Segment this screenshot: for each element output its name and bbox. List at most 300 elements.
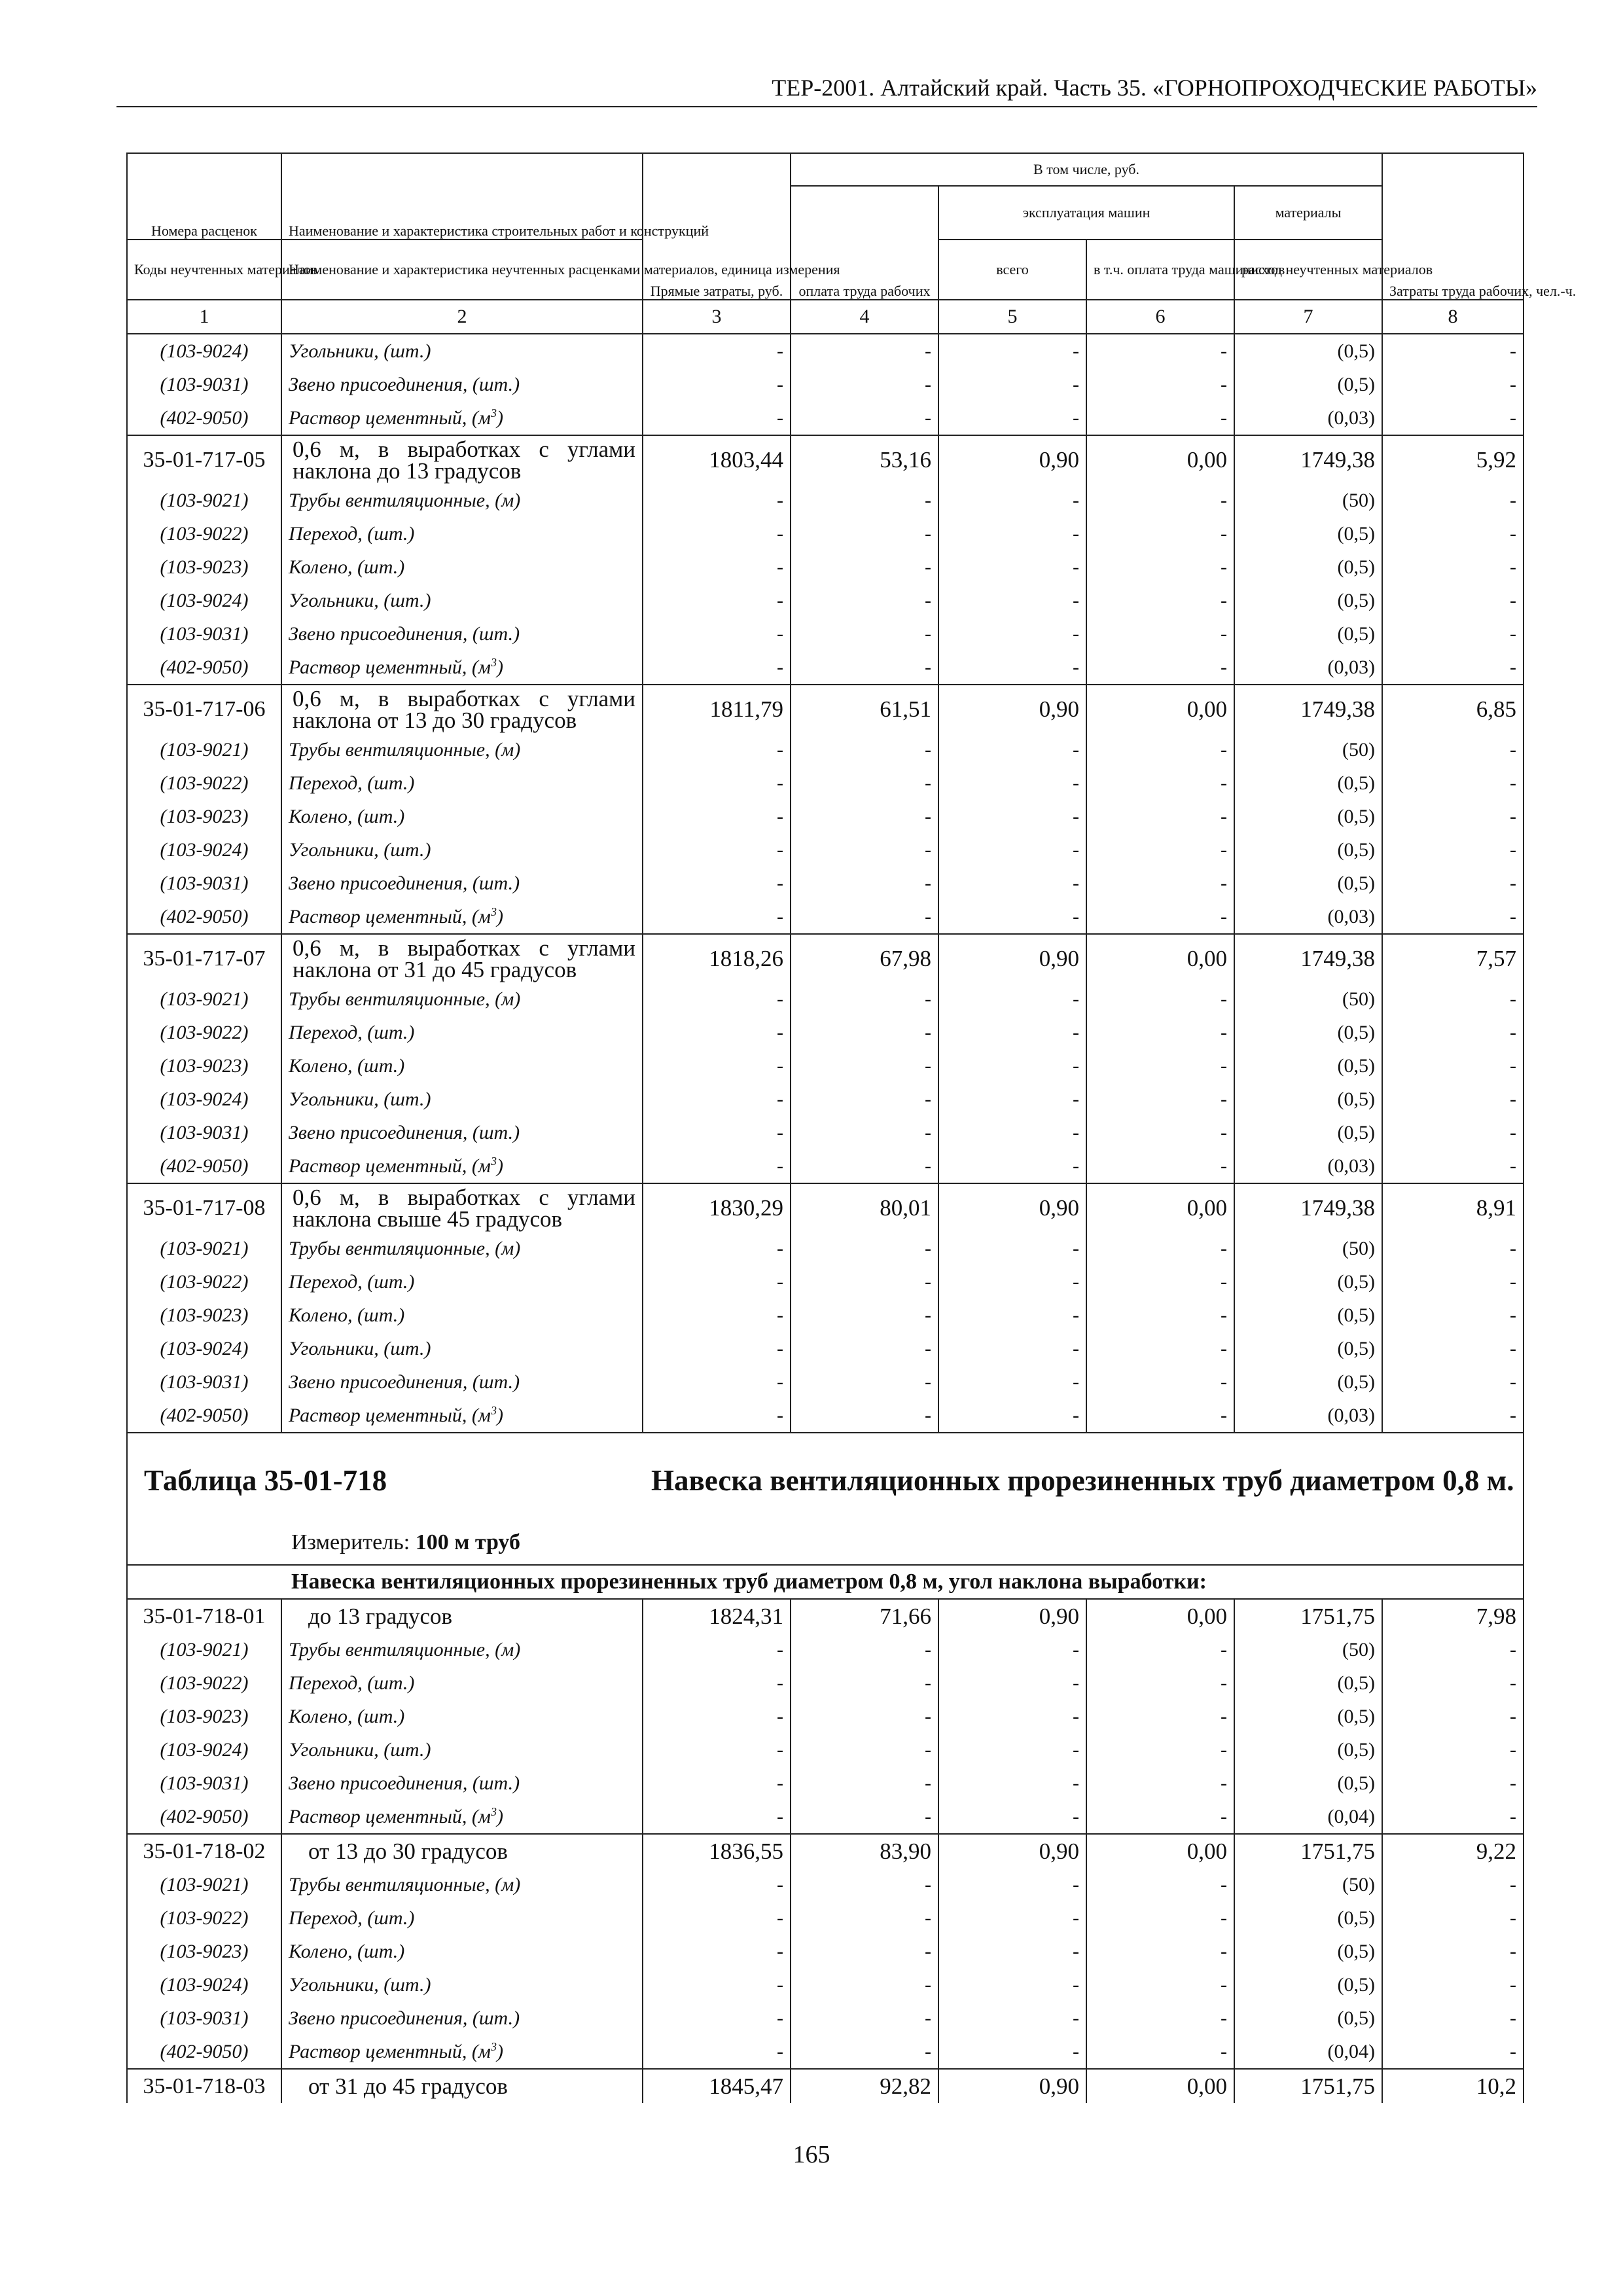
material-name	[281, 1633, 643, 1666]
material-name	[281, 1666, 643, 1700]
dash-cell: -	[1382, 1049, 1524, 1083]
rate-row	[127, 1599, 1524, 1633]
dash-cell: -	[1382, 982, 1524, 1016]
material-name	[281, 1049, 643, 1083]
dash-cell: -	[1382, 584, 1524, 617]
material-name-text: Звено присоединения, (шт.)	[289, 373, 520, 395]
value-c4: 83,90	[791, 1834, 938, 1868]
material-name-text: Звено присоединения, (шт.)	[289, 2007, 520, 2029]
material-name	[281, 1365, 643, 1399]
material-code: (402-9050)	[127, 1399, 281, 1433]
dash-cell: -	[643, 733, 791, 766]
material-name	[281, 1700, 643, 1733]
dash-cell: -	[1382, 1116, 1524, 1149]
value-c7: 1749,38	[1234, 435, 1382, 484]
dash-cell: -	[643, 1149, 791, 1183]
material-name-text: Переход, (шт.)	[289, 772, 415, 794]
rate-row	[127, 934, 1524, 982]
value-c6: 0,00	[1086, 1183, 1234, 1232]
material-name-text: Раствор цементный, (м	[289, 407, 491, 429]
dash-cell: -	[643, 368, 791, 401]
header-machines: эксплуатация машин	[938, 186, 1234, 240]
dash-cell: -	[643, 1800, 791, 1834]
material-row	[127, 617, 1524, 651]
dash-cell: -	[643, 1399, 791, 1433]
material-quantity: (0,03)	[1234, 401, 1382, 435]
dash-cell: -	[1382, 1399, 1524, 1433]
value-c8: 5,92	[1382, 435, 1524, 484]
material-name-text: Трубы вентиляционные, (м)	[289, 1638, 521, 1660]
col-number: 3	[643, 300, 791, 334]
rate-description: от 31 до 45 градусов	[281, 2069, 643, 2103]
dash-cell: -	[791, 401, 938, 435]
value-c4: 71,66	[791, 1599, 938, 1633]
material-code: (103-9031)	[127, 1116, 281, 1149]
material-row	[127, 1299, 1524, 1332]
meter-prefix: Измеритель:	[291, 1530, 410, 1554]
value-c6: 0,00	[1086, 1599, 1234, 1633]
dash-cell: -	[938, 766, 1086, 800]
value-c3: 1811,79	[643, 685, 791, 733]
material-row	[127, 651, 1524, 685]
dash-cell: -	[938, 1332, 1086, 1365]
dash-cell: -	[1382, 1149, 1524, 1183]
material-code: (103-9021)	[127, 982, 281, 1016]
dash-cell: -	[1086, 550, 1234, 584]
material-name	[281, 1800, 643, 1834]
dash-cell: -	[643, 401, 791, 435]
material-code: (103-9022)	[127, 1666, 281, 1700]
value-c5: 0,90	[938, 1834, 1086, 1868]
material-code: (402-9050)	[127, 401, 281, 435]
dash-cell: -	[1382, 1733, 1524, 1767]
material-name-text: Раствор цементный, (м	[289, 1806, 491, 1827]
material-name	[281, 334, 643, 368]
unit-close: )	[496, 906, 503, 927]
dash-cell: -	[791, 517, 938, 550]
dash-cell: -	[643, 800, 791, 833]
dash-cell: -	[938, 1767, 1086, 1800]
rates-table-body	[127, 153, 1577, 2103]
dash-cell: -	[791, 1868, 938, 1901]
dash-cell: -	[938, 1800, 1086, 1834]
header-col2-bottom: Наименование и характеристика неучтенных расценками материалов, единица измерения	[281, 240, 643, 300]
material-name	[281, 1399, 643, 1433]
value-c5: 0,90	[938, 2069, 1086, 2103]
material-code: (103-9023)	[127, 1299, 281, 1332]
material-quantity: (50)	[1234, 1633, 1382, 1666]
col-number: 1	[127, 300, 281, 334]
material-code: (103-9024)	[127, 833, 281, 867]
material-code: (103-9023)	[127, 1049, 281, 1083]
dash-cell: -	[643, 1968, 791, 2001]
material-name	[281, 800, 643, 833]
dash-cell: -	[791, 1265, 938, 1299]
dash-cell: -	[791, 1399, 938, 1433]
dash-cell: -	[1086, 900, 1234, 934]
dash-cell: -	[938, 1049, 1086, 1083]
dash-cell: -	[938, 1633, 1086, 1666]
material-name	[281, 1149, 643, 1183]
material-code: (103-9031)	[127, 617, 281, 651]
dash-cell: -	[643, 617, 791, 651]
rate-description: 0,6 м, в выработках с углами наклона от 13 до 30 градусов	[281, 685, 643, 733]
dash-cell: -	[1382, 617, 1524, 651]
dash-cell: -	[643, 1767, 791, 1800]
material-quantity: (0,03)	[1234, 1149, 1382, 1183]
material-row	[127, 1968, 1524, 2001]
dash-cell: -	[643, 1049, 791, 1083]
material-row	[127, 2035, 1524, 2069]
material-code: (103-9031)	[127, 2001, 281, 2035]
dash-cell: -	[1382, 766, 1524, 800]
material-code: (402-9050)	[127, 1149, 281, 1183]
dash-cell: -	[791, 1232, 938, 1265]
dash-cell: -	[791, 833, 938, 867]
dash-cell: -	[643, 1299, 791, 1332]
dash-cell: -	[643, 1666, 791, 1700]
unit-close: )	[496, 407, 503, 429]
dash-cell: -	[643, 1868, 791, 1901]
material-name-text: Раствор цементный, (м	[289, 1405, 491, 1426]
dash-cell: -	[791, 2035, 938, 2069]
material-name-text: Колено, (шт.)	[289, 1304, 405, 1326]
material-name-text: Угольники, (шт.)	[289, 1738, 431, 1761]
dash-cell: -	[1382, 1666, 1524, 1700]
dash-cell: -	[938, 517, 1086, 550]
dash-cell: -	[938, 1868, 1086, 1901]
table-meter	[291, 1530, 520, 1555]
material-name	[281, 584, 643, 617]
material-name-text: Переход, (шт.)	[289, 1270, 415, 1293]
dash-cell: -	[643, 1116, 791, 1149]
value-c3: 1830,29	[643, 1183, 791, 1232]
material-quantity: (0,5)	[1234, 1265, 1382, 1299]
dash-cell: -	[791, 733, 938, 766]
dash-cell: -	[643, 2035, 791, 2069]
material-row	[127, 1149, 1524, 1183]
dash-cell: -	[938, 1733, 1086, 1767]
value-c6: 0,00	[1086, 1834, 1234, 1868]
material-code: (103-9024)	[127, 1733, 281, 1767]
material-row	[127, 334, 1524, 368]
table-label: Таблица 35-01-718	[144, 1464, 387, 1497]
material-code: (103-9021)	[127, 1232, 281, 1265]
material-row	[127, 766, 1524, 800]
unit-exponent: 3	[490, 905, 497, 918]
dash-cell: -	[1382, 1868, 1524, 1901]
material-row	[127, 900, 1524, 934]
dash-cell: -	[643, 982, 791, 1016]
material-quantity: (0,5)	[1234, 1299, 1382, 1332]
material-quantity: (0,5)	[1234, 1700, 1382, 1733]
header-col4: оплата труда рабочих	[791, 186, 938, 300]
dash-cell: -	[791, 900, 938, 934]
dash-cell: -	[1086, 1767, 1234, 1800]
dash-cell: -	[643, 1232, 791, 1265]
material-row	[127, 1399, 1524, 1433]
dash-cell: -	[643, 1365, 791, 1399]
dash-cell: -	[791, 1299, 938, 1332]
dash-cell: -	[791, 584, 938, 617]
material-code: (103-9023)	[127, 1700, 281, 1733]
dash-cell: -	[791, 2001, 938, 2035]
dash-cell: -	[791, 867, 938, 900]
material-row	[127, 1083, 1524, 1116]
dash-cell: -	[643, 1733, 791, 1767]
dash-cell: -	[791, 1365, 938, 1399]
material-name	[281, 1968, 643, 2001]
material-name	[281, 617, 643, 651]
material-code: (103-9024)	[127, 1332, 281, 1365]
material-quantity: (50)	[1234, 982, 1382, 1016]
material-row	[127, 733, 1524, 766]
dash-cell: -	[1086, 1901, 1234, 1935]
dash-cell: -	[938, 401, 1086, 435]
rate-code: 35-01-717-08	[127, 1183, 281, 1232]
material-name	[281, 1733, 643, 1767]
dash-cell: -	[938, 651, 1086, 685]
material-name-text: Угольники, (шт.)	[289, 1973, 431, 1996]
dash-cell: -	[1382, 867, 1524, 900]
dash-cell: -	[1382, 1968, 1524, 2001]
material-quantity: (0,5)	[1234, 1365, 1382, 1399]
meter-value: 100 м труб	[415, 1530, 520, 1554]
value-c5: 0,90	[938, 685, 1086, 733]
material-quantity: (0,5)	[1234, 1968, 1382, 2001]
dash-cell: -	[791, 1633, 938, 1666]
dash-cell: -	[643, 334, 791, 368]
material-name-text: Угольники, (шт.)	[289, 1088, 431, 1110]
material-name-text: Трубы вентиляционные, (м)	[289, 1873, 521, 1895]
unit-close: )	[496, 1155, 503, 1177]
material-code: (103-9023)	[127, 550, 281, 584]
material-name-text: Угольники, (шт.)	[289, 340, 431, 362]
dash-cell: -	[791, 368, 938, 401]
dash-cell: -	[1382, 1365, 1524, 1399]
rate-code: 35-01-718-03	[127, 2069, 281, 2103]
header-col2-top: Наименование и характеристика строительных работ и конструкций	[281, 153, 643, 240]
header-col6: в т.ч. оплата труда машинистов	[1086, 240, 1234, 300]
material-name-text: Трубы вентиляционные, (м)	[289, 988, 521, 1010]
dash-cell: -	[938, 1149, 1086, 1183]
rate-row	[127, 1834, 1524, 1868]
material-name-text: Переход, (шт.)	[289, 1672, 415, 1694]
material-row	[127, 1265, 1524, 1299]
value-c8: 7,57	[1382, 934, 1524, 982]
material-name	[281, 1016, 643, 1049]
material-code: (103-9022)	[127, 517, 281, 550]
dash-cell: -	[1086, 982, 1234, 1016]
material-name	[281, 1083, 643, 1116]
value-c7: 1751,75	[1234, 1599, 1382, 1633]
dash-cell: -	[643, 1935, 791, 1968]
dash-cell: -	[1086, 1399, 1234, 1433]
dash-cell: -	[1382, 484, 1524, 517]
material-name	[281, 401, 643, 435]
dash-cell: -	[1382, 1332, 1524, 1365]
dash-cell: -	[791, 334, 938, 368]
rate-code: 35-01-717-05	[127, 435, 281, 484]
material-quantity: (0,5)	[1234, 1901, 1382, 1935]
dash-cell: -	[938, 1399, 1086, 1433]
value-c3: 1845,47	[643, 2069, 791, 2103]
dash-cell: -	[1382, 550, 1524, 584]
dash-cell: -	[1382, 1700, 1524, 1733]
dash-cell: -	[1382, 1901, 1524, 1935]
material-row	[127, 867, 1524, 900]
dash-cell: -	[1382, 1800, 1524, 1834]
material-quantity: (50)	[1234, 484, 1382, 517]
value-c4: 53,16	[791, 435, 938, 484]
value-c3: 1836,55	[643, 1834, 791, 1868]
dash-cell: -	[1086, 1633, 1234, 1666]
material-row	[127, 401, 1524, 435]
dash-cell: -	[1382, 800, 1524, 833]
material-row	[127, 2001, 1524, 2035]
material-name	[281, 651, 643, 685]
material-code: (103-9021)	[127, 1633, 281, 1666]
rate-code: 35-01-717-06	[127, 685, 281, 733]
material-name-text: Переход, (шт.)	[289, 1907, 415, 1929]
rates-table	[126, 152, 1577, 2103]
material-code: (103-9023)	[127, 800, 281, 833]
col-number: 4	[791, 300, 938, 334]
value-c8: 7,98	[1382, 1599, 1524, 1633]
dash-cell: -	[791, 1935, 938, 1968]
material-name	[281, 2035, 643, 2069]
material-name	[281, 1935, 643, 1968]
material-quantity: (0,04)	[1234, 1800, 1382, 1834]
col-number: 2	[281, 300, 643, 334]
value-c4: 67,98	[791, 934, 938, 982]
rate-row	[127, 1183, 1524, 1232]
material-quantity: (0,5)	[1234, 1666, 1382, 1700]
value-c8: 8,91	[1382, 1183, 1524, 1232]
rate-row	[127, 435, 1524, 484]
rate-description: от 13 до 30 градусов	[281, 1834, 643, 1868]
material-code: (103-9021)	[127, 733, 281, 766]
material-code: (103-9022)	[127, 1016, 281, 1049]
dash-cell: -	[1382, 900, 1524, 934]
dash-cell: -	[1086, 1299, 1234, 1332]
material-quantity: (0,5)	[1234, 1935, 1382, 1968]
material-name	[281, 833, 643, 867]
header-col7: расход неучтенных материалов	[1234, 240, 1382, 300]
value-c6: 0,00	[1086, 435, 1234, 484]
material-code: (103-9023)	[127, 1935, 281, 1968]
dash-cell: -	[643, 1016, 791, 1049]
value-c5: 0,90	[938, 435, 1086, 484]
material-row	[127, 584, 1524, 617]
material-quantity: (0,5)	[1234, 334, 1382, 368]
dash-cell: -	[938, 1666, 1086, 1700]
dash-cell: -	[938, 584, 1086, 617]
dash-cell: -	[1382, 1299, 1524, 1332]
value-c8: 9,22	[1382, 1834, 1524, 1868]
dash-cell: -	[1382, 651, 1524, 685]
material-name-text: Угольники, (шт.)	[289, 589, 431, 611]
material-row	[127, 1633, 1524, 1666]
dash-cell: -	[791, 617, 938, 651]
dash-cell: -	[938, 1116, 1086, 1149]
dash-cell: -	[643, 1633, 791, 1666]
dash-cell: -	[1086, 1116, 1234, 1149]
material-name	[281, 550, 643, 584]
dash-cell: -	[938, 1232, 1086, 1265]
material-code: (103-9024)	[127, 1968, 281, 2001]
dash-cell: -	[643, 867, 791, 900]
dash-cell: -	[938, 1901, 1086, 1935]
material-name-text: Трубы вентиляционные, (м)	[289, 1237, 521, 1259]
rate-description: 0,6 м, в выработках с углами наклона до 13 градусов	[281, 435, 643, 484]
dash-cell: -	[791, 1049, 938, 1083]
dash-cell: -	[791, 1968, 938, 2001]
dash-cell: -	[1086, 617, 1234, 651]
dash-cell: -	[1382, 401, 1524, 435]
running-head: ТЕР-2001. Алтайский край. Часть 35. «ГОРНОПРОХОДЧЕСКИЕ РАБОТЫ»	[116, 69, 1537, 107]
table-718-header	[127, 1433, 1524, 1565]
header-numbers-row	[127, 300, 1524, 334]
dash-cell: -	[1382, 1265, 1524, 1299]
rate-description: 0,6 м, в выработках с углами наклона от 31 до 45 градусов	[281, 934, 643, 982]
dash-cell: -	[643, 766, 791, 800]
material-row	[127, 1666, 1524, 1700]
unit-close: )	[496, 1405, 503, 1426]
dash-cell: -	[1086, 484, 1234, 517]
dash-cell: -	[643, 1901, 791, 1935]
dash-cell: -	[791, 1116, 938, 1149]
material-row	[127, 1332, 1524, 1365]
material-row	[127, 368, 1524, 401]
material-name-text: Звено присоединения, (шт.)	[289, 1772, 520, 1794]
dash-cell: -	[1382, 1232, 1524, 1265]
material-quantity: (0,5)	[1234, 1083, 1382, 1116]
material-name-text: Звено присоединения, (шт.)	[289, 1371, 520, 1393]
material-code: (103-9031)	[127, 867, 281, 900]
material-name-text: Звено присоединения, (шт.)	[289, 872, 520, 894]
dash-cell: -	[791, 484, 938, 517]
material-code: (103-9031)	[127, 1767, 281, 1800]
material-code: (402-9050)	[127, 2035, 281, 2069]
material-code: (103-9021)	[127, 484, 281, 517]
dash-cell: -	[938, 1016, 1086, 1049]
dash-cell: -	[791, 1901, 938, 1935]
dash-cell: -	[938, 833, 1086, 867]
dash-cell: -	[1086, 766, 1234, 800]
material-name	[281, 982, 643, 1016]
dash-cell: -	[1086, 517, 1234, 550]
dash-cell: -	[791, 982, 938, 1016]
dash-cell: -	[938, 1365, 1086, 1399]
dash-cell: -	[643, 2001, 791, 2035]
dash-cell: -	[643, 651, 791, 685]
value-c8: 6,85	[1382, 685, 1524, 733]
dash-cell: -	[938, 1968, 1086, 2001]
dash-cell: -	[1382, 2001, 1524, 2035]
material-row	[127, 1767, 1524, 1800]
material-quantity: (0,5)	[1234, 1116, 1382, 1149]
material-name	[281, 733, 643, 766]
material-quantity: (50)	[1234, 733, 1382, 766]
material-code: (402-9050)	[127, 651, 281, 685]
value-c4: 80,01	[791, 1183, 938, 1232]
dash-cell: -	[643, 1083, 791, 1116]
dash-cell: -	[938, 1265, 1086, 1299]
dash-cell: -	[1382, 1083, 1524, 1116]
dash-cell: -	[791, 651, 938, 685]
unit-exponent: 3	[490, 406, 497, 420]
